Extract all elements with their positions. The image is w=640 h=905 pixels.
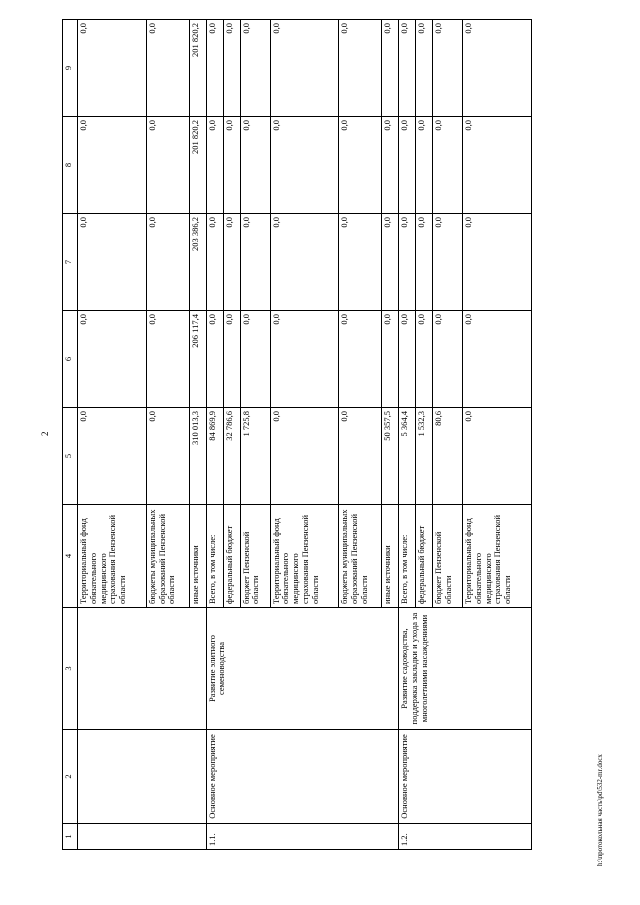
value-cell: 0,0 — [416, 117, 433, 214]
column-header: 7 — [63, 214, 78, 311]
value-cell: 0,0 — [223, 20, 240, 117]
value-cell: 0,0 — [240, 20, 270, 117]
value-cell: 0,0 — [382, 117, 399, 214]
value-cell: 0,0 — [433, 117, 463, 214]
value-cell: 0,0 — [206, 214, 223, 311]
value-cell: 0,0 — [206, 311, 223, 408]
column-header: 6 — [63, 311, 78, 408]
source-cell: Территориальный фонд обязательного медицинского страхования Пензенской области — [463, 505, 532, 608]
source-cell: федеральный бюджет — [416, 505, 433, 608]
value-cell: 0,0 — [433, 214, 463, 311]
value-cell: 0,0 — [463, 214, 532, 311]
value-cell: 201 820,2 — [189, 117, 206, 214]
value-cell: 310 013,3 — [189, 408, 206, 505]
source-cell: Всего, в том числе: — [399, 505, 416, 608]
value-cell: 0,0 — [270, 214, 339, 311]
source-cell: Территориальный фонд обязательного медицинского страхования Пензенской области — [270, 505, 339, 608]
value-cell: 0,0 — [416, 214, 433, 311]
value-cell: 0,0 — [240, 117, 270, 214]
value-cell: 0,0 — [206, 117, 223, 214]
value-cell: 0,0 — [78, 214, 147, 311]
table-row — [399, 20, 416, 850]
cell-num-empty — [78, 824, 207, 850]
value-cell: 0,0 — [399, 214, 416, 311]
source-cell: бюджет Пензенской области — [240, 505, 270, 608]
value-cell: 0,0 — [223, 117, 240, 214]
cell-type-empty — [78, 730, 207, 824]
source-cell: бюджеты муниципальных образований Пензенской области — [146, 505, 189, 608]
value-cell: 206 117,4 — [189, 311, 206, 408]
budget-table — [62, 19, 532, 850]
value-cell: 32 786,6 — [223, 408, 240, 505]
value-cell: 0,0 — [399, 117, 416, 214]
value-cell: 0,0 — [270, 20, 339, 117]
value-cell: 0,0 — [416, 20, 433, 117]
value-cell: 0,0 — [382, 20, 399, 117]
source-cell: иные источники — [189, 505, 206, 608]
value-cell: 0,0 — [463, 311, 532, 408]
value-cell: 0,0 — [78, 20, 147, 117]
value-cell: 1 725,8 — [240, 408, 270, 505]
value-cell: 0,0 — [240, 311, 270, 408]
value-cell: 0,0 — [78, 311, 147, 408]
value-cell: 84 869,9 — [206, 408, 223, 505]
cell-name-empty — [78, 608, 207, 730]
value-cell: 0,0 — [463, 408, 532, 505]
table-row — [78, 20, 147, 850]
value-cell: 0,0 — [270, 117, 339, 214]
column-header: 1 — [63, 824, 78, 850]
value-cell: 0,0 — [382, 214, 399, 311]
value-cell: 0,0 — [146, 311, 189, 408]
value-cell: 0,0 — [270, 408, 339, 505]
value-cell: 0,0 — [146, 20, 189, 117]
page-number: 2 — [40, 431, 50, 436]
rotated-table-container — [62, 20, 532, 850]
value-cell: 0,0 — [382, 311, 399, 408]
value-cell: 0,0 — [463, 20, 532, 117]
column-header: 3 — [63, 608, 78, 730]
value-cell: 0,0 — [78, 408, 147, 505]
source-cell: бюджет Пензенской области — [433, 505, 463, 608]
value-cell: 0,0 — [146, 408, 189, 505]
value-cell: 0,0 — [399, 20, 416, 117]
value-cell: 0,0 — [416, 311, 433, 408]
value-cell: 0,0 — [146, 117, 189, 214]
value-cell: 0,0 — [78, 117, 147, 214]
column-header-row — [63, 20, 78, 850]
value-cell: 0,0 — [240, 214, 270, 311]
source-cell: федеральный бюджет — [223, 505, 240, 608]
value-cell: 0,0 — [339, 311, 382, 408]
column-header: 9 — [63, 20, 78, 117]
column-header: 2 — [63, 730, 78, 824]
item-number: 1.1. — [206, 824, 399, 850]
value-cell: 0,0 — [270, 311, 339, 408]
item-number: 1.2. — [399, 824, 532, 850]
value-cell: 0,0 — [463, 117, 532, 214]
value-cell: 0,0 — [146, 214, 189, 311]
source-cell: иные источники — [382, 505, 399, 608]
value-cell: 0,0 — [339, 117, 382, 214]
item-name: Развитие элитного семеноводства — [206, 608, 399, 730]
column-header: 4 — [63, 505, 78, 608]
value-cell: 5 364,4 — [399, 408, 416, 505]
value-cell: 0,0 — [433, 311, 463, 408]
value-cell: 0,0 — [223, 214, 240, 311]
value-cell: 0,0 — [399, 311, 416, 408]
source-cell: Всего, в том числе: — [206, 505, 223, 608]
value-cell: 0,0 — [433, 20, 463, 117]
value-cell: 0,0 — [339, 214, 382, 311]
file-path-footer: h:\протокольная часть\pd\532-mr.docx — [596, 754, 604, 866]
item-type: Основное мероприятие — [399, 730, 532, 824]
source-cell: Территориальный фонд обязательного медицинского страхования Пензенской области — [78, 505, 147, 608]
value-cell: 80,6 — [433, 408, 463, 505]
item-type: Основное мероприятие — [206, 730, 399, 824]
source-cell: бюджеты муниципальных образований Пензенской области — [339, 505, 382, 608]
value-cell: 0,0 — [206, 20, 223, 117]
item-name: Развитие садоводства, поддержка закладки и ухода за многолетними насаждениями — [399, 608, 532, 730]
value-cell: 1 532,3 — [416, 408, 433, 505]
table-row — [206, 20, 223, 850]
value-cell: 203 386,2 — [189, 214, 206, 311]
value-cell: 0,0 — [339, 20, 382, 117]
column-header: 5 — [63, 408, 78, 505]
value-cell: 201 820,2 — [189, 20, 206, 117]
value-cell: 0,0 — [339, 408, 382, 505]
column-header: 8 — [63, 117, 78, 214]
value-cell: 50 357,5 — [382, 408, 399, 505]
value-cell: 0,0 — [223, 311, 240, 408]
